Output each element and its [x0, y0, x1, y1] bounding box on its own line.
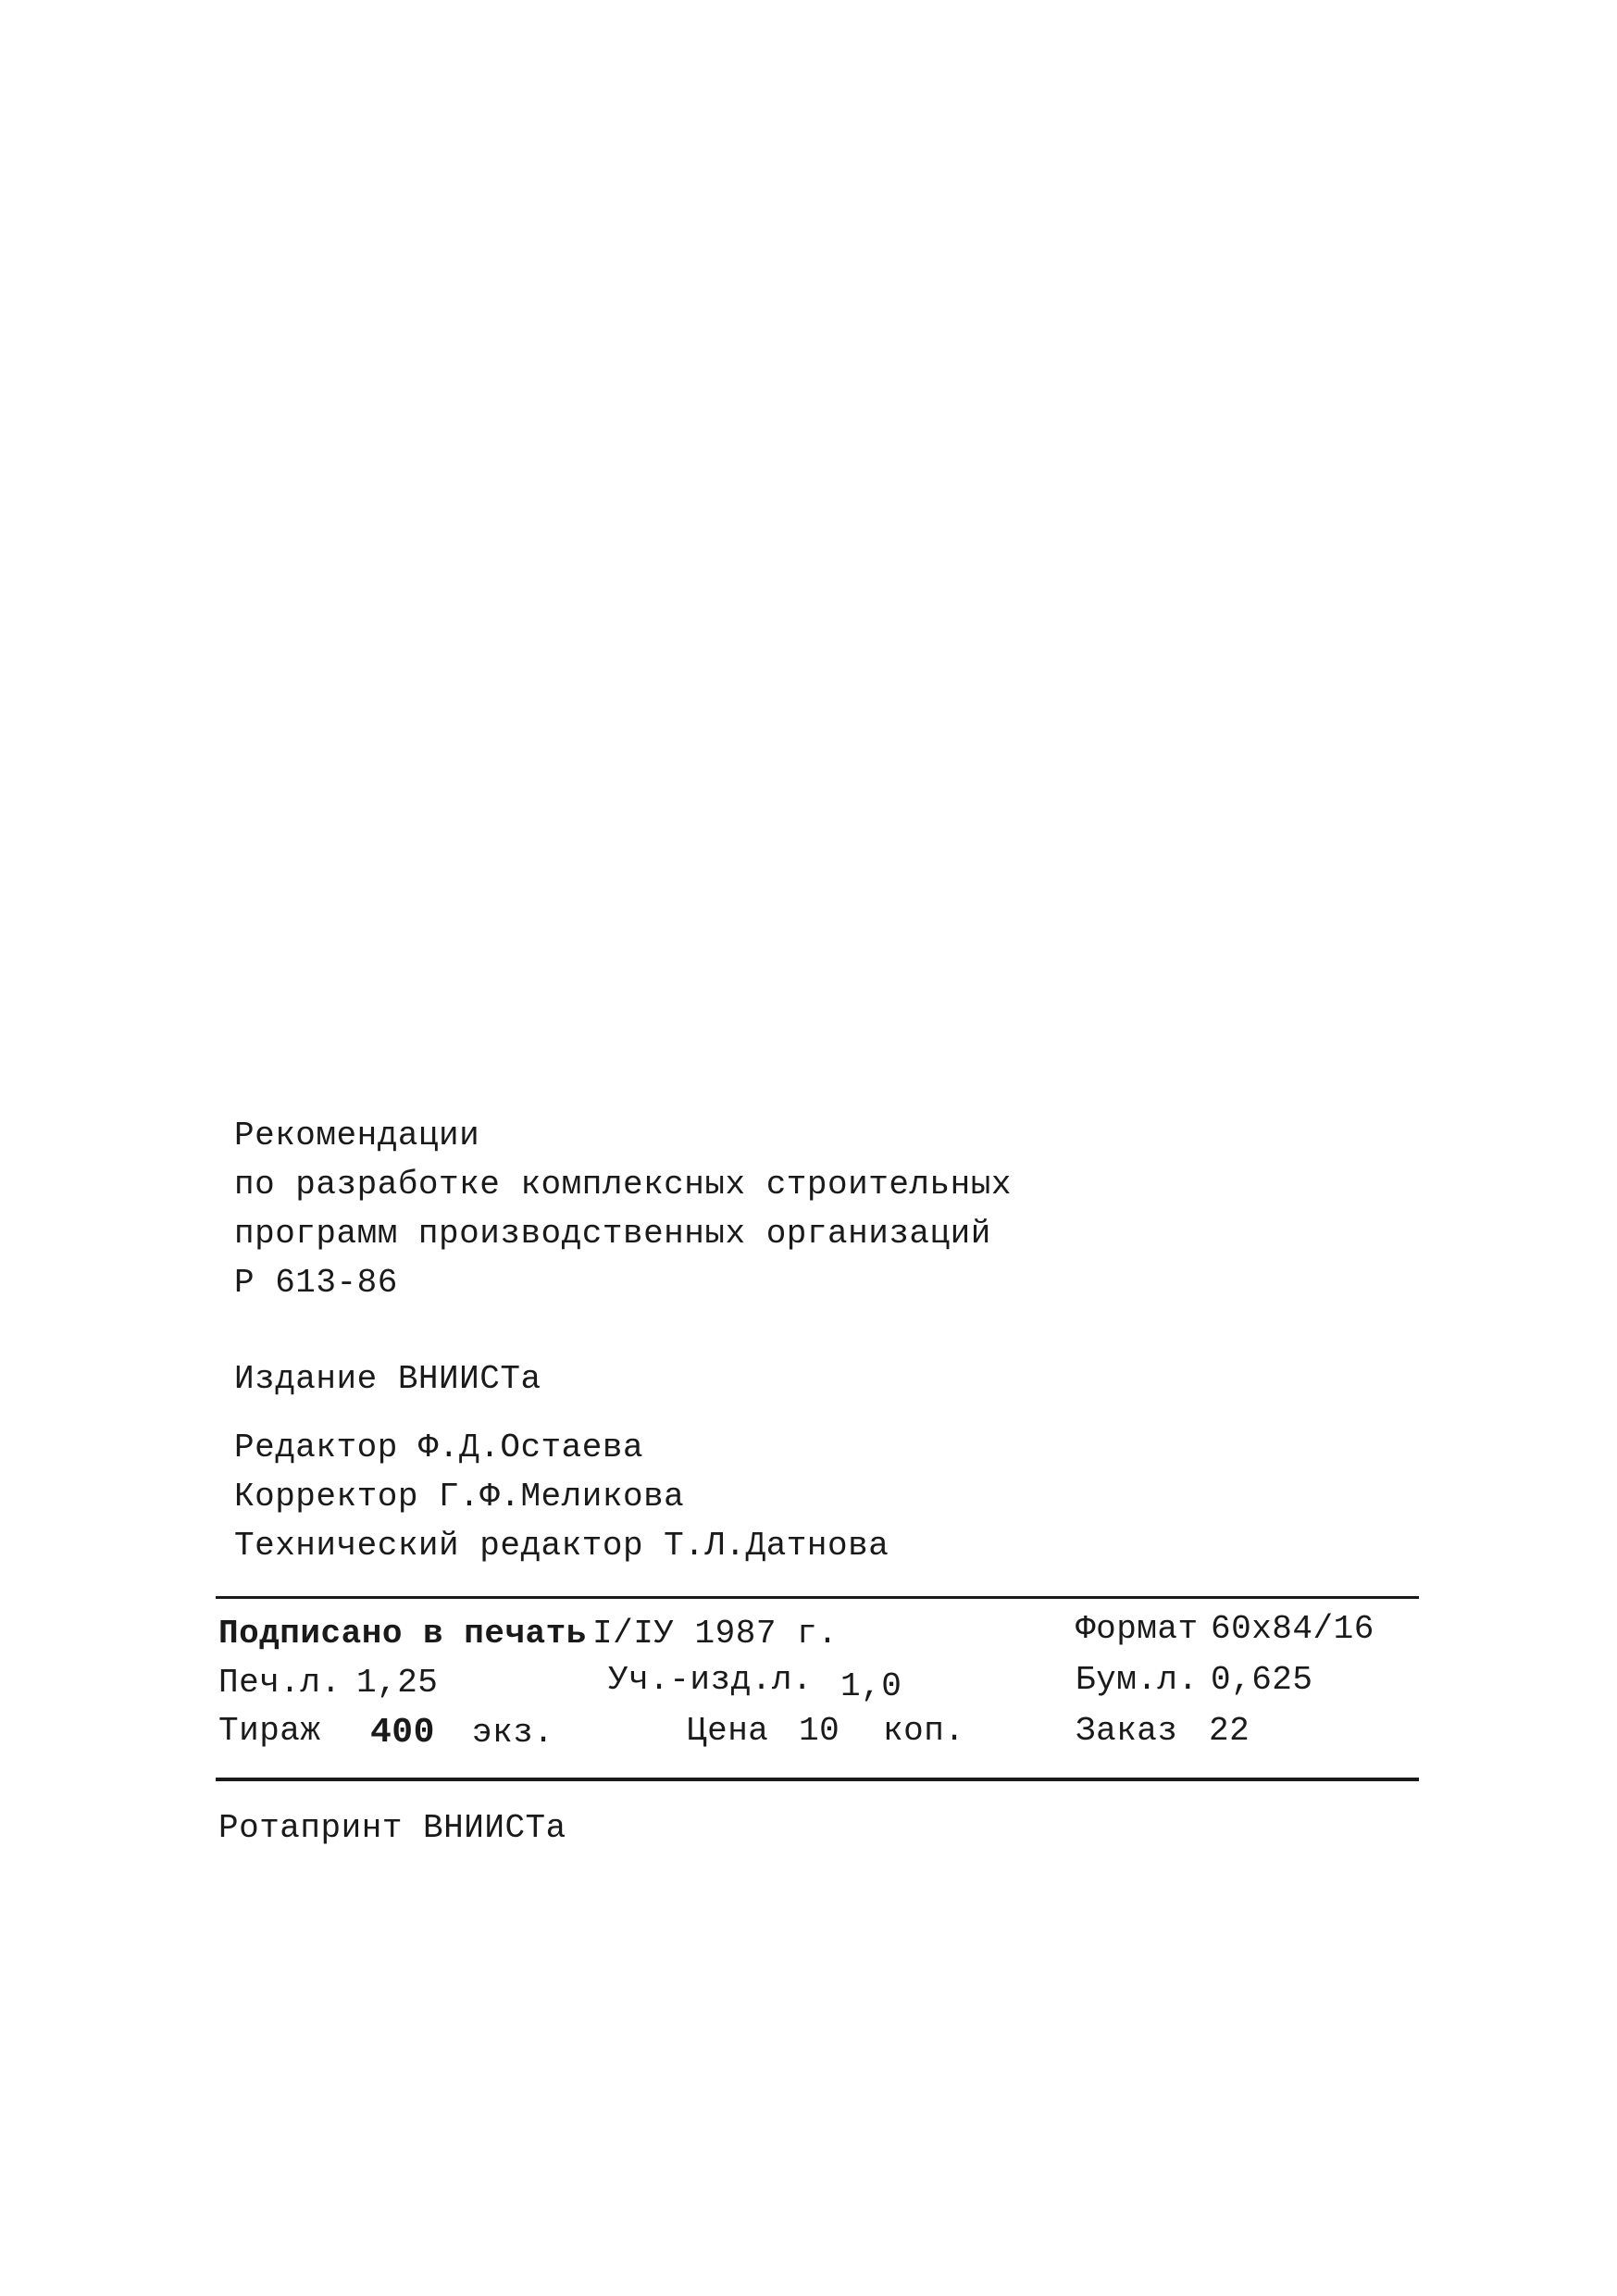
- paper-sheets-value: 0,625: [1211, 1661, 1313, 1699]
- run-label: Тираж: [218, 1712, 321, 1750]
- tech-editor-line: Технический редактор Т.Л.Датнова: [234, 1527, 889, 1565]
- print-sheets-value: 1,25: [356, 1664, 439, 1702]
- corrector-line: Корректор Г.Ф.Меликова: [234, 1478, 685, 1516]
- run-value: 400: [370, 1713, 435, 1753]
- paper-sheets-label: Бум.л.: [1076, 1661, 1199, 1699]
- order-label: Заказ: [1076, 1712, 1178, 1750]
- price-unit: коп.: [883, 1712, 965, 1750]
- printer-line: Ротапринт ВНИИСТа: [218, 1809, 566, 1847]
- imprint-bottom-rule: [216, 1778, 1419, 1781]
- signed-label: Подписано в печать: [218, 1615, 587, 1653]
- editor-line: Редактор Ф.Д.Остаева: [234, 1429, 644, 1466]
- print-sheets-label: Печ.л.: [218, 1664, 342, 1702]
- run-unit: экз.: [472, 1714, 554, 1752]
- edit-sheets-label: Уч.-изд.л.: [608, 1661, 814, 1699]
- signed-date: I/IУ 1987 г.: [592, 1615, 839, 1653]
- format-value: 60х84/16: [1211, 1610, 1374, 1648]
- format-label: Формат: [1076, 1610, 1199, 1648]
- title-line-2: по разработке комплексных строительных: [234, 1166, 1012, 1204]
- order-value: 22: [1209, 1712, 1250, 1750]
- publisher-line: Издание ВНИИСТа: [234, 1360, 541, 1398]
- title-line-3: программ производственных организаций: [234, 1215, 991, 1253]
- price-label: Цена: [687, 1712, 769, 1750]
- imprint-top-rule: [216, 1596, 1419, 1599]
- edit-sheets-value: 1,0: [840, 1667, 902, 1705]
- document-code: Р 613-86: [234, 1264, 398, 1302]
- title-line-1: Рекомендации: [234, 1117, 480, 1154]
- price-value: 10: [799, 1712, 840, 1750]
